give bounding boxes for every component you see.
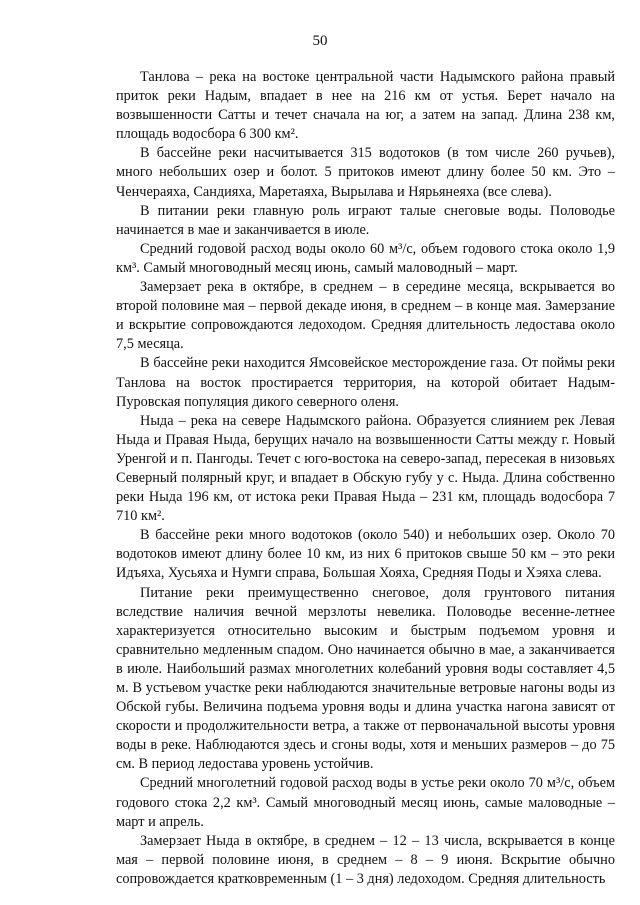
paragraph-nyda-intro: Ныда – река на севере Надымского района. Образуется слиянием рек Левая Ныда и Правая Ныда, берущих начало на возвышенности Сатты между г. Новый Уренгой и п. Пангоды. Течет с юго-востока на северо-запад, пересекая в низовьях Северный полярный круг, и впадает в Обскую губу у с. Ныда. Длина собственно реки Ныда 196 км, от истока реки Правая Ныда – 231 км, площадь водосбора 7 710 км². (116, 412, 615, 525)
paragraph-nyda-discharge: Средний многолетний годовой расход воды в устье реки около 70 м³/с, объем годового стока 2,2 км³. Самый многоводный месяц июнь, самые маловодные – март и апрель. (116, 775, 615, 830)
paragraph-nyda-basin: В бассейне реки много водотоков (около 540) и небольших озер. Около 70 водотоков имеют длину более 10 км, из них 6 притоков свыше 50 км – это реки Идъяха, Хусьяха и Нумги справа, Большая Хояха, Средняя Поды и Хэяха слева. (116, 527, 615, 582)
paragraph-nyda-feeding: Питание реки преимущественно снеговое, доля грунтового питания вследствие наличия вечной мерзлоты невелика. Половодье весенне-летнее характеризуется относительно высоким и быстрым подъемом уровня и сравнительно медленным спадом. Оно начинается обычно в мае, а заканчивается в июле. Наибольший размах многолетних колебаний уровня воды составляет 4,5 м. В устьевом участке реки наблюдаются значительные ветровые нагоны воды из Обской губы. Величина подъема уровня воды и длина участка нагона зависят от скорости и продолжительности ветра, а также от первоначальной высоты уровня воды в реке. Наблюдаются здесь и сгоны воды, хотя и меньших размеров – до 75 см. В период ледостава уровень устойчив. (116, 584, 615, 773)
paragraph-tanlova-ice: Замерзает река в октябре, в среднем – в середине месяца, вскрывается во второй половине мая – первой декаде июня, в среднем – в конце мая. Замерзание и вскрытие сопровождаются ледоходом. Средняя длительность ледостава около 7,5 месяца. (116, 279, 615, 353)
paragraph-tanlova-feeding: В питании реки главную роль играют талые снеговые воды. Половодье начинается в мае и заканчивается в июле. (116, 202, 615, 238)
paragraph-nyda-ice: Замерзает Ныда в октябре, в среднем – 12 – 13 числа, вскрывается в конце мая – первой половине июня, в среднем – 8 – 9 июня. Вскрытие обычно сопровождается кратковременным (1 – 3 дня) ледоходом. Средняя длительность (116, 832, 615, 887)
paragraph-tanlova-basin: В бассейне реки насчитывается 315 водотоков (в том числе 260 ручьев), много небольших озер и болот. 5 притоков имеют длину более 50 км. Это – Ченчераяха, Сандияха, Маретаяха, Вырылава и Нярьянеяха (все слева). (116, 145, 615, 200)
paragraph-tanlova-intro: Танлова – река на востоке центральной части Надымского района правый приток реки Надым, впадает в нее на 216 км от устья. Берет начало на возвышенности Сатты и течет сначала на юг, а затем на запад. Длина 238 км, площадь водосбора 6 300 км². (116, 69, 615, 143)
body-text (116, 68, 615, 889)
paragraph-tanlova-gas-field: В бассейне реки находится Ямсовейское месторождение газа. От поймы реки Танлова на восток простирается территория, на которой обитает Надым-Пуровская популяция дикого северного оленя. (116, 355, 615, 410)
paragraph-tanlova-discharge: Средний годовой расход воды около 60 м³/с, объем годового стока около 1,9 км³. Самый многоводный месяц июнь, самый маловодный – март. (116, 240, 615, 276)
page-number: 50 (312, 33, 328, 49)
